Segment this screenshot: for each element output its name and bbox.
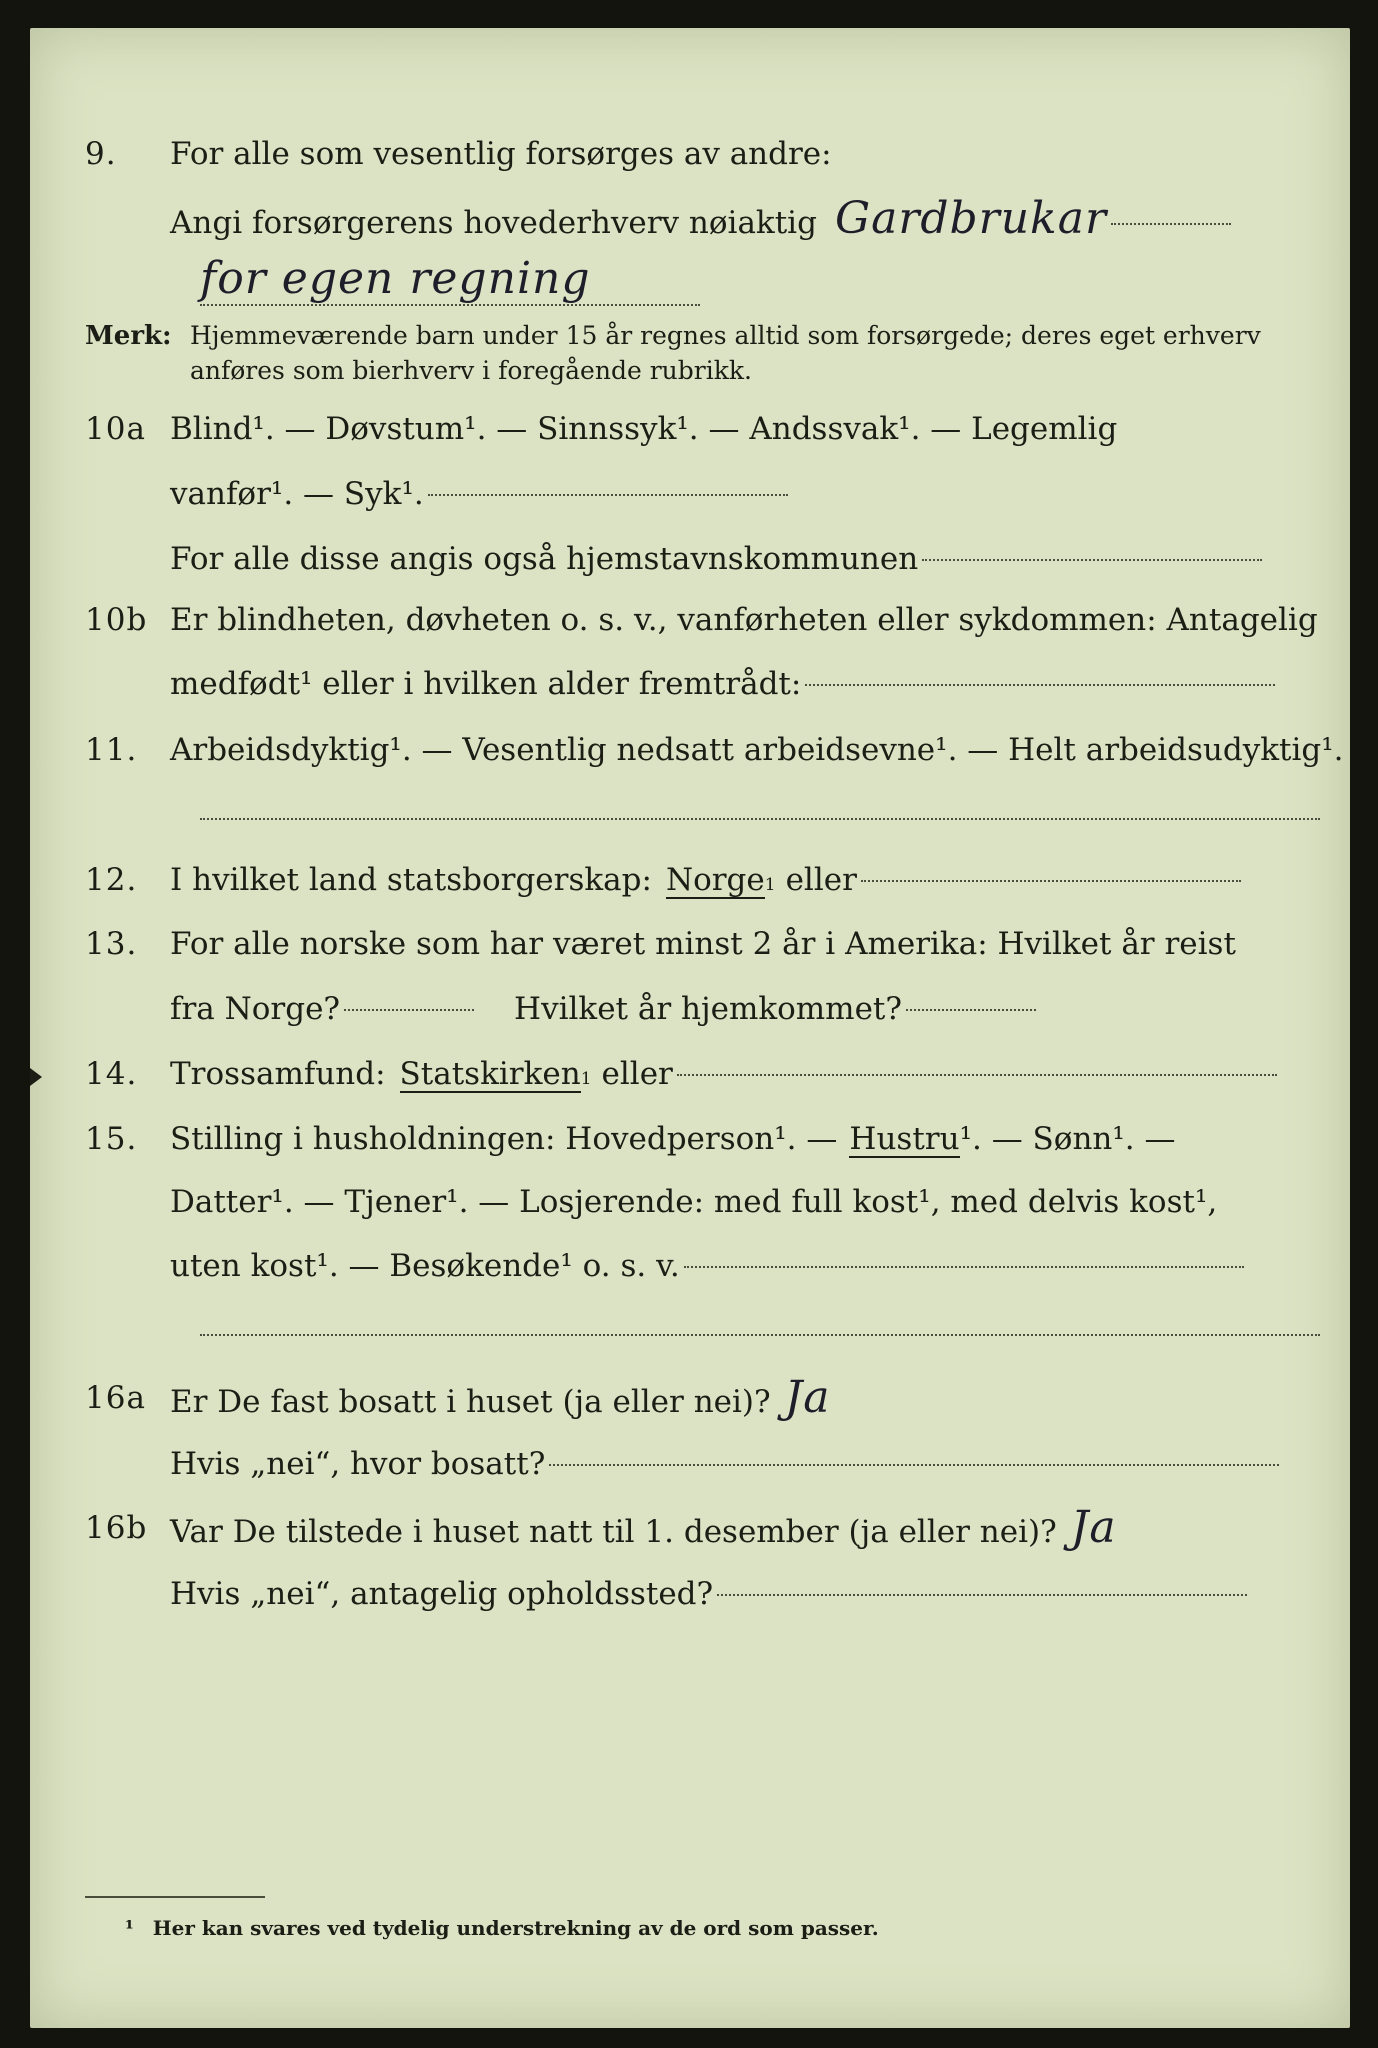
q11-line1 — [30, 724, 1350, 776]
q16a-question: Er De fast bosatt i huset (ja eller nei)? — [170, 1384, 771, 1420]
q10b-line2 — [30, 658, 1350, 710]
q13-number: 13. — [85, 926, 138, 962]
q14-eller: eller — [601, 1056, 673, 1092]
q11-answer-rule — [200, 818, 1320, 820]
q16b-line2 — [30, 1568, 1350, 1620]
q16b-answer[interactable]: Ja — [1070, 1502, 1117, 1553]
q13-leader-1 — [344, 1009, 474, 1011]
q16a-line2 — [30, 1438, 1350, 1490]
q10a-options-2: vanfør¹. — Syk¹. — [170, 476, 424, 512]
q16b-leader — [717, 1594, 1247, 1596]
q9-number: 9. — [85, 136, 117, 172]
q14-question: Trossamfund: — [170, 1056, 386, 1092]
q16a-line1 — [30, 1372, 1350, 1424]
q13-line2 — [30, 983, 1350, 1035]
q12-answer-norge[interactable]: Norge — [665, 862, 765, 898]
merk-text-1: Hjemmeværende barn under 15 år regnes alltid som forsørgede; deres eget erhverv — [190, 321, 1261, 350]
footnote-mark: ¹ — [125, 1916, 134, 1940]
q9-answer-occupation[interactable]: Gardbrukar — [834, 193, 1107, 244]
q16b-if-no: Hvis „nei“, antagelig opholdssted? — [170, 1576, 714, 1612]
q15-leader — [684, 1266, 1244, 1268]
q9-provider-label: Angi forsørgerens hovederhverv nøiaktig — [170, 205, 817, 241]
q16a-answer[interactable]: Ja — [784, 1372, 831, 1423]
q16b-line1 — [30, 1502, 1350, 1554]
q16b-number: 16b — [85, 1510, 148, 1546]
q12-leader — [861, 880, 1241, 882]
q15-line3 — [30, 1240, 1350, 1292]
q9-line2 — [30, 193, 1350, 245]
q10a-number: 10a — [85, 411, 146, 447]
q9-answer-rule — [200, 304, 700, 306]
q10a-line1 — [30, 403, 1350, 455]
q15-options-3: uten kost¹. — Besøkende¹ o. s. v. — [170, 1248, 680, 1284]
q15-line1 — [30, 1113, 1350, 1165]
q15-options-1: Stilling i husholdningen: Hovedperson¹. — — [170, 1121, 838, 1157]
q15-answer-hustru[interactable]: Hustru — [849, 1121, 960, 1157]
footnote — [125, 1916, 879, 1940]
q13-departure-label: fra Norge? — [170, 991, 341, 1027]
merk-line2 — [30, 351, 1350, 391]
q10b-question-2: medfødt¹ eller i hvilken alder fremtrådt: — [170, 666, 802, 702]
q11-options: Arbeidsdyktig¹. — Vesentlig nedsatt arbeidsevne¹. — Helt arbeidsudyktig¹. — [170, 732, 1344, 768]
q10a-leader-1 — [428, 494, 788, 496]
q10b-line1 — [30, 594, 1350, 646]
merk-line1 — [30, 316, 1350, 356]
q16b-question: Var De tilstede i huset natt til 1. desember (ja eller nei)? — [170, 1514, 1057, 1550]
q15-options-1b: ¹. — Sønn¹. — — [959, 1121, 1176, 1157]
q15-line2 — [30, 1176, 1350, 1228]
q9-answer-detail[interactable]: for egen regning — [200, 253, 591, 304]
q15-answer-rule — [200, 1334, 1320, 1336]
q12-question: I hvilket land statsborgerskap: — [170, 862, 652, 898]
q14-answer-statskirken[interactable]: Statskirken — [399, 1056, 581, 1092]
q12-line: 12. I hvilket land statsborgerskap: Norge 1 eller — [30, 854, 1350, 906]
q13-return-label: Hvilket år hjemkommet? — [514, 991, 903, 1027]
q9-line3 — [30, 253, 1350, 305]
q10b-question-1: Er blindheten, døvheten o. s. v., vanførheten eller sykdommen: Antagelig — [170, 602, 1318, 638]
q9-line1 — [30, 128, 1350, 180]
q10a-leader-2 — [922, 559, 1262, 561]
q13-question: For alle norske som har været minst 2 år i Amerika: Hvilket år reist — [170, 926, 1236, 962]
merk-text-2: anføres som bierhverv i foregående rubrikk. — [190, 356, 752, 385]
q16a-if-no: Hvis „nei“, hvor bosatt? — [170, 1446, 546, 1482]
q15-number: 15. — [85, 1121, 138, 1157]
q12-eller: eller — [785, 862, 857, 898]
q10a-line2 — [30, 468, 1350, 520]
q15-options-2: Datter¹. — Tjener¹. — Losjerende: med full kost¹, med delvis kost¹, — [170, 1184, 1218, 1220]
q10a-options-1: Blind¹. — Døvstum¹. — Sinnssyk¹. — Andssvak¹. — Legemlig — [170, 411, 1118, 447]
merk-label: Merk: — [85, 321, 172, 351]
margin-arrow-mark — [30, 1068, 42, 1086]
q9-question: For alle som vesentlig forsørges av andre: — [170, 136, 832, 172]
q11-number: 11. — [85, 732, 138, 768]
q12-number: 12. — [85, 862, 138, 898]
q14-leader — [677, 1074, 1277, 1076]
q13-leader-2 — [906, 1009, 1036, 1011]
q14-number: 14. — [85, 1056, 138, 1092]
q10b-number: 10b — [85, 602, 148, 638]
q9-leader — [1111, 223, 1231, 225]
q16a-number: 16a — [85, 1380, 146, 1416]
q14-line: 14. Trossamfund: Statskirken 1 eller — [30, 1048, 1350, 1100]
q10a-line3 — [30, 533, 1350, 585]
q16a-leader — [549, 1464, 1279, 1466]
census-form-page — [30, 28, 1350, 2028]
q10b-leader — [805, 684, 1275, 686]
q10a-home-municipality: For alle disse angis også hjemstavnskommunen — [170, 541, 919, 577]
footnote-text: Her kan svares ved tydelig understrekning av de ord som passer. — [152, 1916, 879, 1940]
footnote-rule — [85, 1896, 265, 1898]
q13-line1 — [30, 918, 1350, 970]
